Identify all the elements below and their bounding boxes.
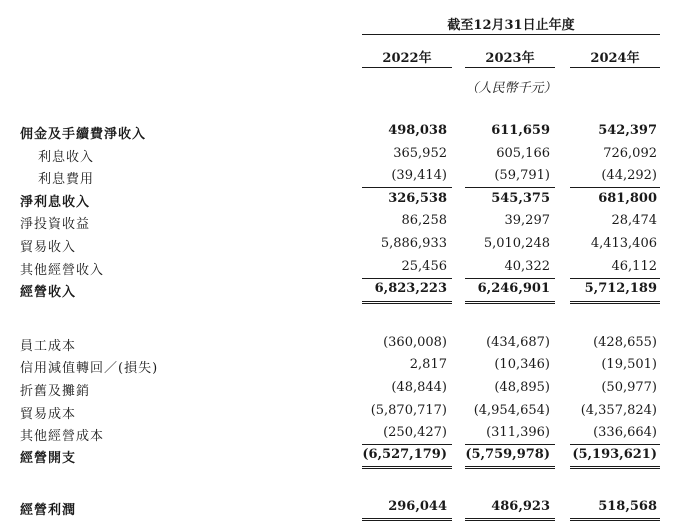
table-row — [0, 234, 674, 256]
value-2022: 2,817 — [409, 357, 447, 372]
total-double-rule — [362, 466, 452, 467]
value-2023: 5,010,248 — [483, 236, 550, 251]
table-row — [0, 211, 674, 233]
total-double-rule — [465, 303, 555, 304]
value-2022: 5,886,933 — [380, 236, 447, 251]
value-2022: 365,952 — [393, 146, 447, 161]
value-2022: 498,038 — [388, 123, 447, 138]
subtotal-rule — [465, 187, 555, 188]
value-2024: 4,413,406 — [590, 236, 657, 251]
total-double-rule — [362, 303, 452, 304]
period-heading: 截至12月31日止年度 — [447, 18, 575, 33]
value-2024: 518,568 — [598, 499, 657, 514]
row-label: 貿易成本 — [20, 407, 77, 422]
row-label: 經營收入 — [20, 285, 77, 300]
value-2023: (434,687) — [486, 335, 550, 350]
period-underline — [362, 34, 660, 35]
value-2023: 39,297 — [504, 213, 550, 228]
value-2023: 486,923 — [491, 499, 550, 514]
value-2023: (59,791) — [494, 168, 550, 183]
total-double-rule — [362, 301, 452, 302]
total-double-rule — [362, 468, 452, 469]
table-row — [0, 333, 674, 355]
column-header-underline — [465, 67, 555, 68]
value-2024: 5,712,189 — [584, 281, 657, 296]
value-2022: 6,823,223 — [374, 281, 447, 296]
total-rule — [465, 520, 555, 521]
row-label: 佣金及手續費淨收入 — [20, 127, 147, 142]
value-2022: (360,008) — [383, 335, 447, 350]
table-row — [0, 401, 674, 423]
value-2024: 46,112 — [611, 259, 657, 274]
table-row — [0, 166, 674, 188]
total-rule — [570, 520, 660, 521]
value-2022: (250,427) — [383, 425, 447, 440]
value-2023: 605,166 — [496, 146, 550, 161]
total-rule — [570, 518, 660, 519]
value-2024: (336,664) — [593, 425, 657, 440]
value-2024: 542,397 — [598, 123, 657, 138]
table-row — [0, 423, 674, 445]
value-2024: (19,501) — [601, 357, 657, 372]
row-label: 其他經營收入 — [20, 263, 105, 278]
row-label: 員工成本 — [20, 339, 77, 354]
table-row — [0, 189, 674, 211]
row-label: 淨利息收入 — [20, 195, 91, 210]
total-double-rule — [465, 466, 555, 467]
table-row — [0, 355, 674, 377]
value-2023: (4,954,654) — [473, 403, 550, 418]
row-label: 折舊及攤銷 — [20, 384, 91, 399]
total-double-rule — [570, 466, 660, 467]
total-rule — [465, 518, 555, 519]
value-2023: (5,759,978) — [465, 447, 550, 462]
value-2024: (5,193,621) — [572, 447, 657, 462]
row-label: 淨投資收益 — [20, 217, 91, 232]
value-2022: (48,844) — [391, 380, 447, 395]
value-2023: (48,895) — [494, 380, 550, 395]
table-row — [0, 497, 674, 519]
value-2022: 86,258 — [401, 213, 447, 228]
row-label: 其他經營成本 — [20, 429, 105, 444]
row-label: 利息收入 — [38, 150, 95, 165]
value-2023: 545,375 — [491, 191, 550, 206]
table-row — [0, 257, 674, 279]
value-2022: 25,456 — [401, 259, 447, 274]
value-2022: (39,414) — [391, 168, 447, 183]
subtotal-rule — [570, 187, 660, 188]
column-header-underline — [362, 67, 452, 68]
value-2024: (428,655) — [593, 335, 657, 350]
value-2023: 40,322 — [504, 259, 550, 274]
value-2023: 611,659 — [491, 123, 550, 138]
value-2024: (50,977) — [601, 380, 657, 395]
value-2024: 681,800 — [598, 191, 657, 206]
row-label: 經營利潤 — [20, 503, 77, 518]
row-label: 利息費用 — [38, 172, 95, 187]
column-header-2023: 2023年 — [485, 51, 535, 66]
row-label: 貿易收入 — [20, 240, 77, 255]
row-label: 經營開支 — [20, 451, 77, 466]
total-double-rule — [570, 301, 660, 302]
value-2022: 326,538 — [388, 191, 447, 206]
table-row — [0, 378, 674, 400]
value-2024: (4,357,824) — [580, 403, 657, 418]
table-row — [0, 445, 674, 467]
column-header-2024: 2024年 — [590, 51, 640, 66]
unit-note: （人民幣千元） — [465, 81, 557, 96]
total-double-rule — [465, 468, 555, 469]
total-rule — [362, 518, 452, 519]
table-row — [0, 144, 674, 166]
value-2023: 6,246,901 — [477, 281, 550, 296]
row-label: 信用減值轉回／(損失) — [20, 361, 159, 376]
total-rule — [362, 520, 452, 521]
value-2023: (10,346) — [494, 357, 550, 372]
value-2022: (5,870,717) — [370, 403, 447, 418]
value-2022: (6,527,179) — [362, 447, 447, 462]
table-row — [0, 121, 674, 143]
value-2023: (311,396) — [486, 425, 550, 440]
value-2024: (44,292) — [601, 168, 657, 183]
value-2024: 726,092 — [603, 146, 657, 161]
value-2024: 28,474 — [611, 213, 657, 228]
total-double-rule — [570, 303, 660, 304]
column-header-2022: 2022年 — [382, 51, 432, 66]
value-2022: 296,044 — [388, 499, 447, 514]
subtotal-rule — [362, 187, 452, 188]
column-header-underline — [570, 67, 660, 68]
table-row — [0, 279, 674, 301]
total-double-rule — [465, 301, 555, 302]
total-double-rule — [570, 468, 660, 469]
